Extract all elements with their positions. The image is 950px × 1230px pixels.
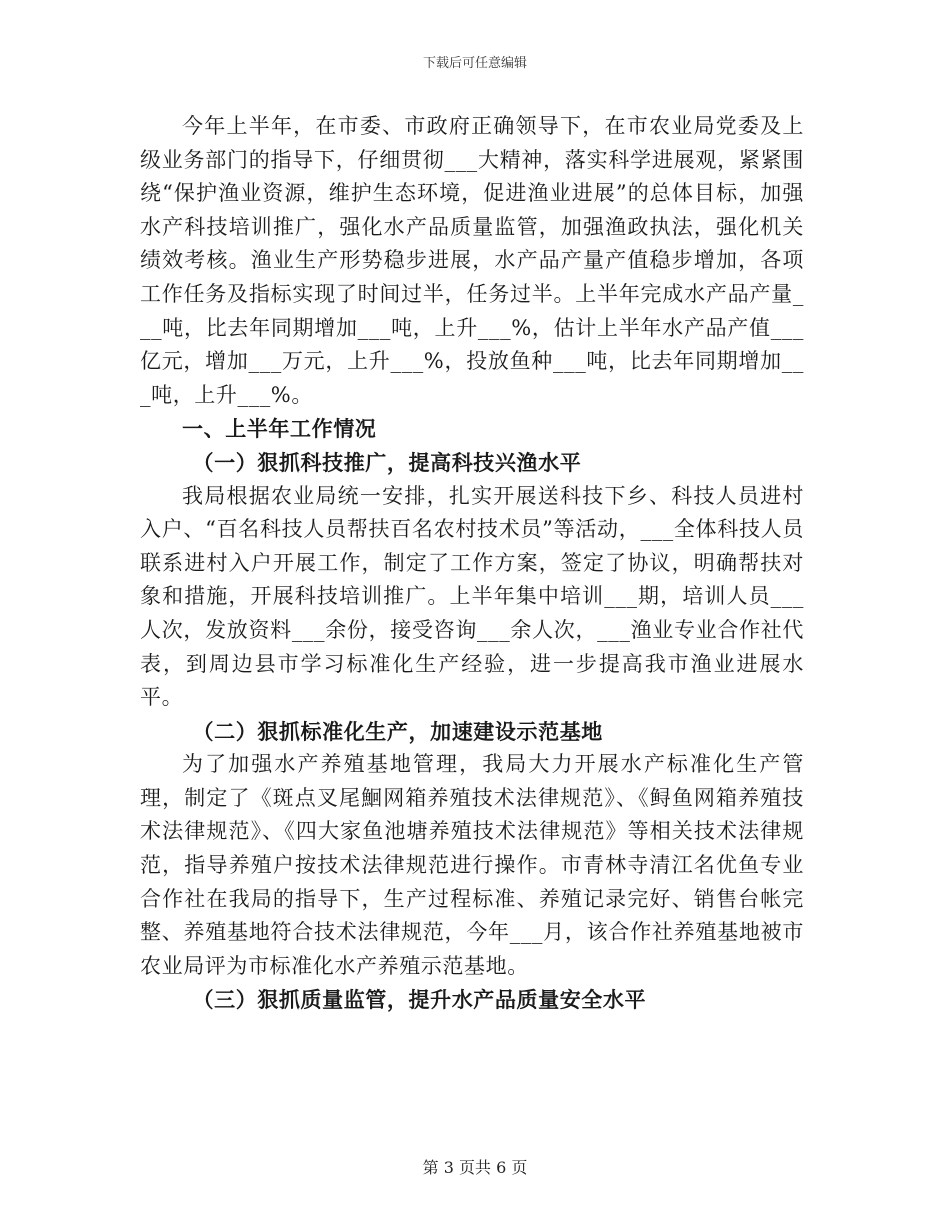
subsection-paragraph-1: 我局根据农业局统一安排，扎实开展送科技下乡、科技人员进村入户、“百名科技人员帮扶百名农村技术员”等活动，___全体科技人员联系进村入户开展工作，制定了工作方案，签定了协议，明确帮扶对象和措施，开展科技培训推广。上半年集中培训___期，培训人员___人次，发放资料___余份，接受咨询___余人次，___渔业专业合作社代表，到周边县市学习标准化生产经验，进一步提高我市渔业进展水平。 xyxy=(140,483,804,710)
section-heading-1: 一、上半年工作情况 xyxy=(182,416,377,442)
page-number: 第 3 页共 6 页 xyxy=(422,1158,528,1177)
subsection-heading-1: （一）狠抓科技推广，提高科技兴渔水平 xyxy=(192,449,582,475)
subsection-heading-2: （二）狠抓标准化生产，加速建设示范基地 xyxy=(192,718,603,744)
subsection-paragraph-2: 为了加强水产养殖基地管理，我局大力开展水产标准化生产管理，制定了《斑点叉尾鮰网箱养殖技术法律规范》、《鲟鱼网箱养殖技术法律规范》、《四大家鱼池塘养殖技术法律规范》等相关技术法律规范，指导养殖户按技术法律规范进行操作。市青林寺清江名优鱼专业合作社在我局的指导下，生产过程标准、养殖记录完好、销售台帐完整、养殖基地符合技术法律规范，今年___月，该合作社养殖基地被市农业局评为市标准化水产养殖示范基地。 xyxy=(140,752,804,978)
page-header: 下载后可任意编辑 xyxy=(422,56,527,71)
subsection-heading-3: （三）狠抓质量监管，提升水产品质量安全水平 xyxy=(192,987,647,1013)
document-body xyxy=(140,110,804,1017)
intro-paragraph: 今年上半年，在市委、市政府正确领导下，在市农业局党委及上级业务部门的指导下，仔细贯彻___大精神，落实科学进展观，紧紧围绕“保护渔业资源，维护生态环境，促进渔业进展”的总体目标，加强水产科技培训推广，强化水产品质量监管，加强渔政执法，强化机关绩效考核。渔业生产形势稳步进展，水产品产量产值稳步增加，各项工作任务及指标实现了时间过半，任务过半。上半年完成水产品产量___吨，比去年同期增加___吨，上升___%，估计上半年水产品产值___亿元，增加___万元，上升___%，投放鱼种___吨，比去年同期增加___吨，上升___%。 xyxy=(140,114,804,407)
